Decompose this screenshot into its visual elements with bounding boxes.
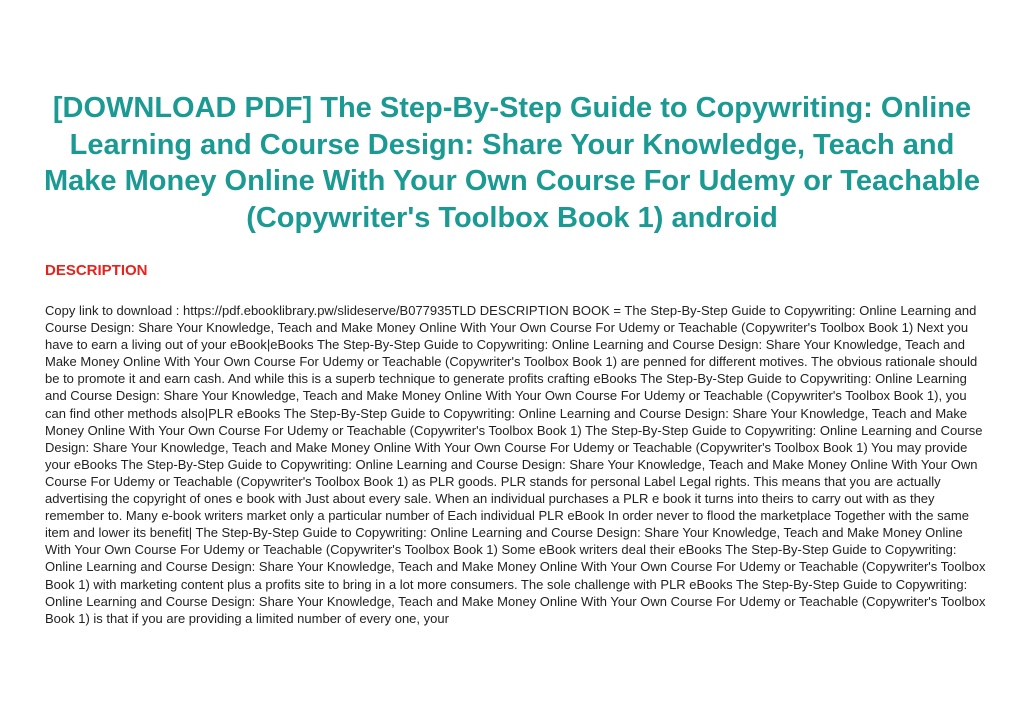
section-heading-description: DESCRIPTION [45,262,148,279]
description-body: Copy link to download : https://pdf.ebooklibrary.pw/slideserve/B077935TLD DESCRIPTION BOOK = The Step-By-Step Guide to Copywriting: Online Learning and Course Design: Share Your Knowledge, Teach and Make Money Online With Your Own Course For Udemy or Teachable (Copywriter's Toolbox Book 1) Next you have to earn a living out of your eBook|eBooks The Step-By-Step Guide to Copywriting: Online Learning and Course Design: Share Your Knowledge, Teach and Make Money Online With Your Own Course For Udemy or Teachable (Copywriter's Toolbox Book 1) are penned for different motives. The obvious rationale should be to promote it and earn cash. And while this is a superb technique to generate profits crafting eBooks The Step-By-Step Guide to Copywriting: Online Learning and Course Design: Share Your Knowledge, Teach and Make Money Online With Your Own Course For Udemy or Teachable (Copywriter's Toolbox Book 1), you can find other methods also|PLR eBooks The Step-By-Step Guide to Copywriting: Online Learning and Course Design: Share Your Knowledge, Teach and Make Money Online With Your Own Course For Udemy or Teachable (Copywriter's Toolbox Book 1) The Step-By-Step Guide to Copywriting: Online Learning and Course Design: Share Your Knowledge, Teach and Make Money Online With Your Own Course For Udemy or Teachable (Copywriter's Toolbox Book 1) You may provide your eBooks The Step-By-Step Guide to Copywriting: Online Learning and Course Design: Share Your Knowledge, Teach and Make Money Online With Your Own Course For Udemy or Teachable (Copywriter's Toolbox Book 1) as PLR goods. PLR stands for personal Label Legal rights. This means that you are actually advertising the copyright of ones e book with Just about every sale. When an individual purchases a PLR e book it turns into theirs to carry out with as they remember to. Many e-book writers market only a particular number of Each individual PLR eBook In order never to flood the marketplace Together with the same item and lower its benefit| The Step-By-Step Guide to Copywriting: Online Learning and Course Design: Share Your Knowledge, Teach and Make Money Online With Your Own Course For Udemy or Teachable (Copywriter's Toolbox Book 1) Some eBook writers deal their eBooks The Step-By-Step Guide to Copywriting: Online Learning and Course Design: Share Your Knowledge, Teach and Make Money Online With Your Own Course For Udemy or Teachable (Copywriter's Toolbox Book 1) with marketing content plus a profits site to bring in a lot more consumers. The sole challenge with PLR eBooks The Step-By-Step Guide to Copywriting: Online Learning and Course Design: Share Your Knowledge, Teach and Make Money Online With Your Own Course For Udemy or Teachable (Copywriter's Toolbox Book 1) is that if you are providing a limited number of every one, your [45,303,986,626]
document-title: [DOWNLOAD PDF] The Step-By-Step Guide to Copywriting: Online Learning and Course Design: Share Your Knowledge, Teach and Make Money Online With Your Own Course For Udemy or Teachable (Copywriter's Toolbox Book 1) android [44,92,980,234]
